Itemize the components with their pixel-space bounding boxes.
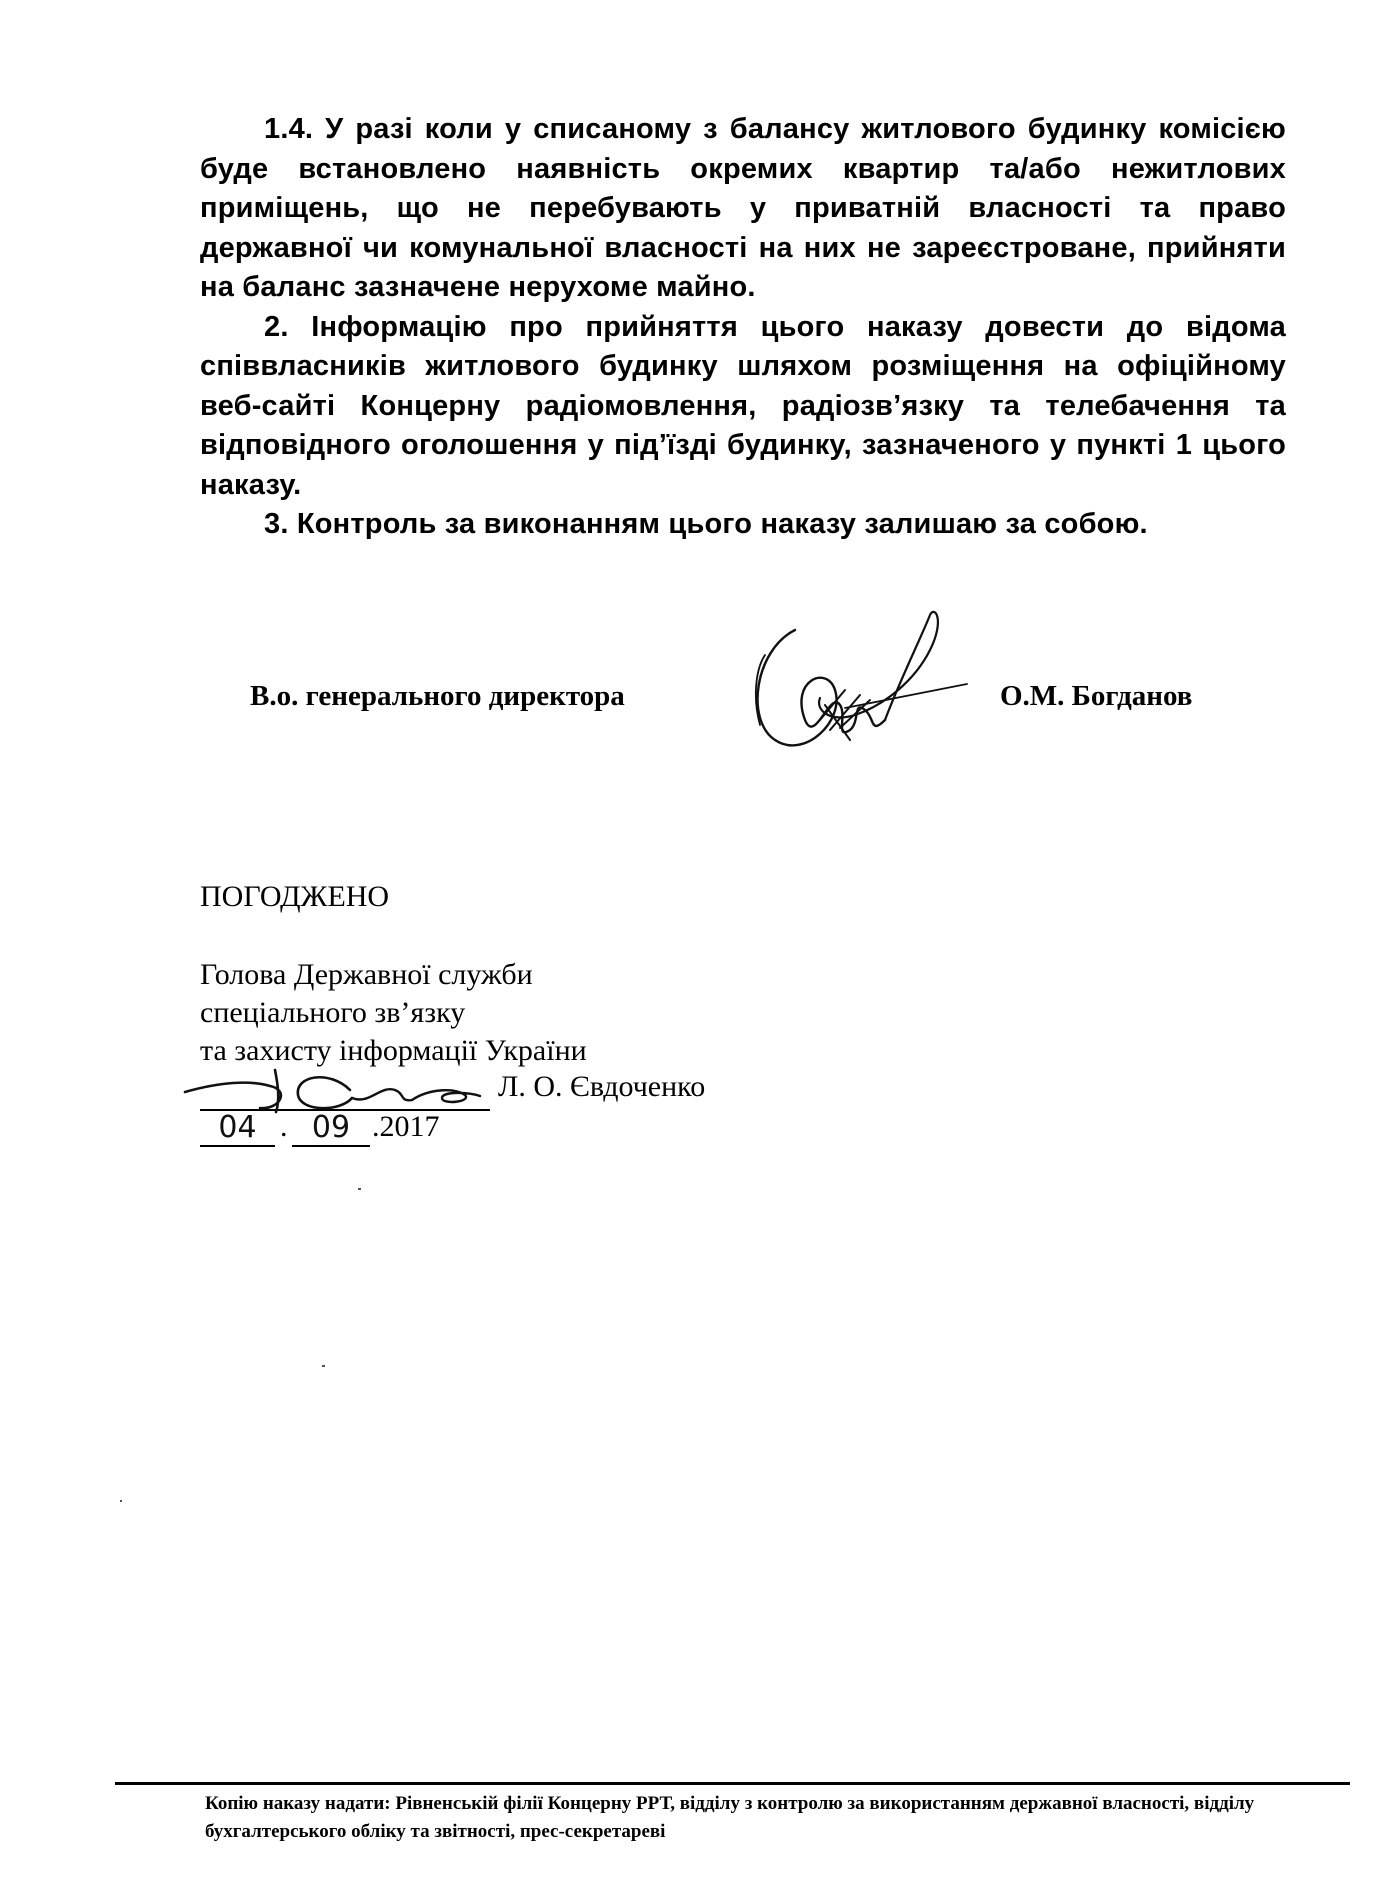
paragraph-3: 3. Контроль за виконанням цього наказу залишаю за собою.	[264, 508, 1148, 540]
director-signature	[735, 610, 975, 770]
date-day: 04	[200, 1110, 275, 1147]
date-year: .2017	[372, 1110, 440, 1143]
approval-position-line-3: та захисту інформації України	[200, 1034, 587, 1067]
footer-note: Копію наказу надати: Рівненській філії Концерну РРТ, відділу з контролю за використанням державної власності, відділу бухгалтерського обліку та звітності, прес-секретареві	[205, 1793, 1255, 1842]
approval-position-line-1: Голова Державної служби	[200, 958, 533, 991]
signer-title: В.о. генерального директора	[250, 680, 625, 712]
approval-date	[200, 1110, 500, 1150]
signer-name: О.М. Богданов	[1000, 680, 1193, 712]
paragraph-1-4: 1.4. У разі коли у списаному з балансу житлового будинку комісією буде встановлено наявність окремих квартир та/або нежитлових приміщень, що не перебувають у приватній власності та право державної чи комунальної власності на них не зареєстроване, прийняти на баланс зазначене нерухоме майно.	[200, 113, 1286, 303]
paragraph-2: 2. Інформацію про прийняття цього наказу довести до відома співвласників житлового будинку шляхом розміщення на офіційному веб-сайті Концерну радіомовлення, радіозв’язку та телебачення та відповідного оголошення у під’їзді будинку, зазначеного у пункті 1 цього наказу.	[200, 310, 1286, 501]
approval-position-line-2: спеціального зв’язку	[200, 996, 466, 1029]
order-body	[200, 110, 1286, 545]
scan-speck	[358, 1188, 361, 1190]
scan-speck	[322, 1365, 325, 1367]
date-month: 09	[292, 1110, 370, 1147]
approval-heading: ПОГОДЖЕНО	[200, 880, 390, 913]
scan-speck	[120, 1500, 122, 1502]
approval-name: Л. О. Євдоченко	[498, 1070, 706, 1103]
footer-divider	[115, 1782, 1350, 1785]
date-separator: .	[280, 1110, 288, 1143]
